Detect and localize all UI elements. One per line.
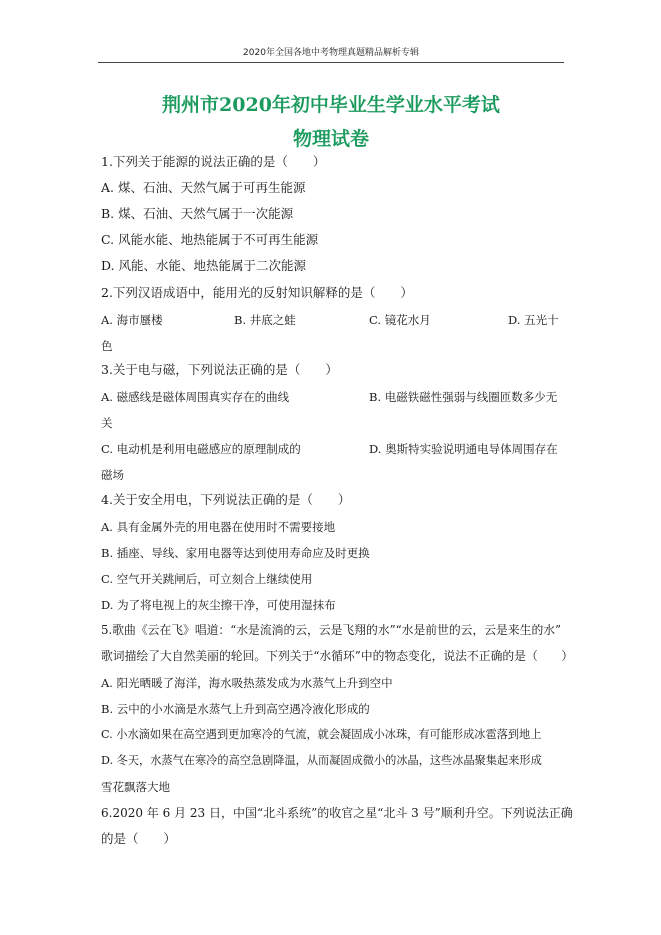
- question-2-option-a: A. 海市蜃楼: [101, 313, 163, 327]
- question-1-option-c: C. 风能水能、地热能属于不可再生能源: [101, 232, 319, 247]
- question-2-stem: 2.下列汉语成语中，能用光的反射知识解释的是（ ）: [101, 285, 413, 300]
- question-5-stem-line-1: 5.歌曲《云在飞》唱道：“水是流淌的云，云是飞翔的水”“水是前世的云，云是来生的水”: [101, 623, 562, 637]
- question-6-stem-line-1: 6.2020 年 6 月 23 日，中国“北斗系统”的收官之星“北斗 3 号”顺利升空。下列说法正确: [101, 806, 573, 820]
- question-3-option-d: D. 奥斯特实验说明通电导体周围存在: [369, 442, 558, 456]
- header-divider: [98, 62, 564, 63]
- running-header: 2020年全国各地中考物理真题精品解析专辑: [243, 48, 419, 58]
- question-5-stem-line-2: 歌词描绘了大自然美丽的轮回。下列关于“水循环”中的物态变化，说法不正确的是（ ）: [101, 649, 574, 663]
- question-4-option-c: C. 空气开关跳闸后，可立刻合上继续使用: [101, 572, 313, 586]
- question-3-option-b-cont: 关: [101, 416, 113, 430]
- question-3-option-b: B. 电磁铁磁性强弱与线圈匝数多少无: [369, 390, 558, 404]
- question-3-stem: 3.关于电与磁，下列说法正确的是（ ）: [101, 362, 338, 377]
- question-1-option-b: B. 煤、石油、天然气属于一次能源: [101, 206, 294, 221]
- question-2-option-d: D. 五光十: [508, 313, 559, 327]
- question-5-option-b: B. 云中的小水滴是水蒸气上升到高空遇冷液化形成的: [101, 702, 370, 716]
- question-3-option-c: C. 电动机是利用电磁感应的原理制成的: [101, 442, 301, 456]
- question-5-option-d-cont: 雪花飘落大地: [101, 780, 170, 794]
- question-2-option-d-cont: 色: [101, 339, 113, 353]
- question-1-stem: 1.下列关于能源的说法正确的是（ ）: [101, 154, 326, 169]
- question-5-option-c: C. 小水滴如果在高空遇到更加寒冷的气流，就会凝固成小冰珠，有可能形成冰雹落到地上: [101, 728, 542, 741]
- question-5-option-d: D. 冬天，水蒸气在寒冷的高空急剧降温，从而凝固成微小的冰晶，这些冰晶聚集起来形成: [101, 754, 542, 767]
- question-2-option-b: B. 井底之蛙: [234, 313, 296, 327]
- question-3-option-d-cont: 磁场: [101, 468, 124, 482]
- question-4-option-a: A. 具有金属外壳的用电器在使用时不需要接地: [101, 520, 336, 534]
- question-1-option-d: D. 风能、水能、地热能属于二次能源: [101, 258, 307, 273]
- question-4-option-d: D. 为了将电视上的灰尘擦干净，可使用湿抹布: [101, 598, 336, 612]
- question-4-stem: 4.关于安全用电，下列说法正确的是（ ）: [101, 492, 351, 507]
- question-1-option-a: A. 煤、石油、天然气属于可再生能源: [101, 180, 306, 195]
- question-5-option-a: A. 阳光晒暖了海洋，海水吸热蒸发成为水蒸气上升到空中: [101, 676, 393, 690]
- question-6-stem-line-2: 的是（ ）: [101, 831, 177, 846]
- exam-title: 荆州市2020年初中毕业生学业水平考试: [162, 94, 500, 116]
- question-4-option-b: B. 插座、导线、家用电器等达到使用寿命应及时更换: [101, 546, 370, 560]
- exam-subtitle: 物理试卷: [292, 128, 369, 150]
- question-2-option-c: C. 镜花水月: [369, 313, 431, 327]
- question-3-option-a: A. 磁感线是磁体周围真实存在的曲线: [101, 390, 290, 404]
